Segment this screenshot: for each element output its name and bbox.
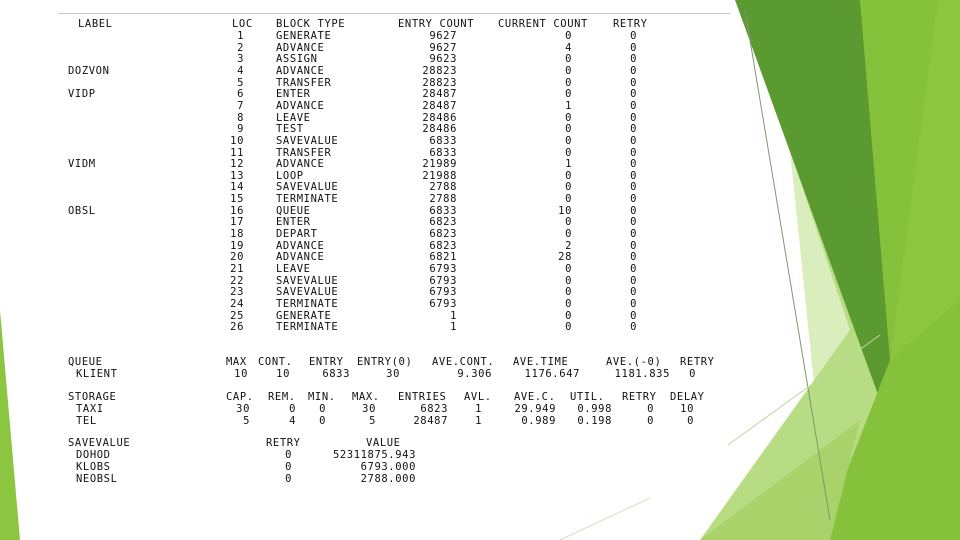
block-current-count: 0 — [565, 88, 572, 100]
block-type: ASSIGN — [276, 53, 318, 65]
block-entry-count: 6793 — [429, 298, 457, 310]
block-entry-count: 28487 — [422, 100, 457, 112]
queue-header-cell: AVE.(-0) — [606, 356, 662, 368]
block-loc: 20 — [230, 251, 244, 263]
header-block-type: BLOCK TYPE — [276, 18, 346, 30]
block-current-count: 1 — [565, 158, 572, 170]
block-type: SAVEVALUE — [276, 275, 339, 287]
block-entry-count: 6833 — [429, 205, 457, 217]
queue-header-cell: ENTRY(0) — [357, 356, 413, 368]
queue-header-cell: CONT. — [258, 356, 293, 368]
block-current-count: 0 — [565, 275, 572, 287]
queue-value-cell: 10 — [276, 368, 290, 380]
block-type: DEPART — [276, 228, 318, 240]
savevalue-name: NEOBSL — [76, 473, 118, 485]
block-current-count: 0 — [565, 193, 572, 205]
block-retry: 0 — [630, 77, 637, 89]
savevalue-retry: 0 — [285, 473, 292, 485]
storage-name: TAXI — [76, 403, 104, 415]
block-loc: 22 — [230, 275, 244, 287]
block-loc: 3 — [237, 53, 244, 65]
storage-value-cell: 0 — [647, 415, 654, 427]
block-loc: 15 — [230, 193, 244, 205]
block-retry: 0 — [630, 112, 637, 124]
queue-header-cell: AVE.TIME — [513, 356, 569, 368]
block-retry: 0 — [630, 251, 637, 263]
block-type: TEST — [276, 123, 304, 135]
top-rule — [58, 13, 730, 14]
queue-value-cell: 30 — [386, 368, 400, 380]
block-type: ADVANCE — [276, 42, 325, 54]
block-current-count: 1 — [565, 100, 572, 112]
block-loc: 14 — [230, 181, 244, 193]
storage-value-cell: 1 — [475, 403, 482, 415]
block-entry-count: 28823 — [422, 65, 457, 77]
block-current-count: 10 — [558, 205, 572, 217]
block-retry: 0 — [630, 263, 637, 275]
block-entry-count: 6793 — [429, 286, 457, 298]
block-retry: 0 — [630, 42, 637, 54]
storage-header-cell: ENTRIES — [398, 391, 447, 403]
block-label: DOZVON — [68, 65, 110, 77]
block-retry: 0 — [630, 205, 637, 217]
storage-header-cell: STORAGE — [68, 391, 117, 403]
block-current-count: 0 — [565, 263, 572, 275]
queue-header-cell: QUEUE — [68, 356, 103, 368]
block-loc: 21 — [230, 263, 244, 275]
block-loc: 23 — [230, 286, 244, 298]
block-retry: 0 — [630, 88, 637, 100]
block-type: TERMINATE — [276, 298, 339, 310]
block-loc: 25 — [230, 310, 244, 322]
block-loc: 10 — [230, 135, 244, 147]
block-type: QUEUE — [276, 205, 311, 217]
block-type: ENTER — [276, 216, 311, 228]
block-type: GENERATE — [276, 30, 332, 42]
block-loc: 13 — [230, 170, 244, 182]
block-type: ENTER — [276, 88, 311, 100]
block-loc: 5 — [237, 77, 244, 89]
block-entry-count: 6821 — [429, 251, 457, 263]
savevalue-value: 2788.000 — [360, 473, 416, 485]
header-entry-count: ENTRY COUNT — [398, 18, 475, 30]
block-current-count: 0 — [565, 181, 572, 193]
block-entry-count: 21989 — [422, 158, 457, 170]
queue-header-cell: ENTRY — [309, 356, 344, 368]
block-current-count: 0 — [565, 30, 572, 42]
block-retry: 0 — [630, 181, 637, 193]
block-retry: 0 — [630, 135, 637, 147]
block-loc: 1 — [237, 30, 244, 42]
storage-value-cell: 0 — [687, 415, 694, 427]
queue-header-cell: MAX — [226, 356, 247, 368]
block-label: VIDM — [68, 158, 96, 170]
block-label: VIDP — [68, 88, 96, 100]
storage-header-cell: RETRY — [622, 391, 657, 403]
block-entry-count: 2788 — [429, 181, 457, 193]
block-entry-count: 6823 — [429, 228, 457, 240]
block-entry-count: 6793 — [429, 263, 457, 275]
block-loc: 9 — [237, 123, 244, 135]
storage-value-cell: 6823 — [420, 403, 448, 415]
block-current-count: 0 — [565, 298, 572, 310]
storage-value-cell: 0.998 — [577, 403, 612, 415]
storage-value-cell: 1 — [475, 415, 482, 427]
block-current-count: 0 — [565, 216, 572, 228]
savevalue-retry: 0 — [285, 449, 292, 461]
storage-value-cell: 28487 — [413, 415, 448, 427]
block-current-count: 0 — [565, 112, 572, 124]
block-retry: 0 — [630, 65, 637, 77]
block-retry: 0 — [630, 321, 637, 333]
block-type: TRANSFER — [276, 147, 332, 159]
block-entry-count: 28486 — [422, 123, 457, 135]
savevalue-name: KLOBS — [76, 461, 111, 473]
block-entry-count: 28486 — [422, 112, 457, 124]
block-entry-count: 6793 — [429, 275, 457, 287]
block-retry: 0 — [630, 275, 637, 287]
storage-header-cell: AVE.C. — [514, 391, 556, 403]
storage-name: TEL — [76, 415, 97, 427]
storage-value-cell: 5 — [243, 415, 250, 427]
storage-header-cell: CAP. — [226, 391, 254, 403]
block-type: TERMINATE — [276, 193, 339, 205]
storage-header-cell: REM. — [268, 391, 296, 403]
block-entry-count: 1 — [450, 321, 457, 333]
block-entry-count: 6833 — [429, 147, 457, 159]
queue-value-cell: 9.306 — [457, 368, 492, 380]
block-current-count: 0 — [565, 310, 572, 322]
block-retry: 0 — [630, 30, 637, 42]
savevalue-name: DOHOD — [76, 449, 111, 461]
block-retry: 0 — [630, 123, 637, 135]
header-loc: LOC — [232, 18, 253, 30]
block-type: SAVEVALUE — [276, 135, 339, 147]
block-retry: 0 — [630, 193, 637, 205]
block-retry: 0 — [630, 240, 637, 252]
block-retry: 0 — [630, 216, 637, 228]
storage-header-cell: MIN. — [308, 391, 336, 403]
queue-value-cell: 10 — [234, 368, 248, 380]
block-entry-count: 9627 — [429, 30, 457, 42]
block-loc: 8 — [237, 112, 244, 124]
block-loc: 12 — [230, 158, 244, 170]
block-loc: 2 — [237, 42, 244, 54]
savevalue-value: 52311875.943 — [332, 449, 416, 461]
block-label: OBSL — [68, 205, 96, 217]
block-retry: 0 — [630, 100, 637, 112]
block-entry-count: 9627 — [429, 42, 457, 54]
block-retry: 0 — [630, 310, 637, 322]
block-retry: 0 — [630, 53, 637, 65]
header-label: LABEL — [78, 18, 113, 30]
storage-value-cell: 0 — [289, 403, 296, 415]
block-current-count: 0 — [565, 147, 572, 159]
savevalue-retry: 0 — [285, 461, 292, 473]
block-retry: 0 — [630, 158, 637, 170]
block-retry: 0 — [630, 170, 637, 182]
savevalue-header-cell: RETRY — [266, 437, 301, 449]
block-loc: 17 — [230, 216, 244, 228]
storage-value-cell: 30 — [362, 403, 376, 415]
block-type: LOOP — [276, 170, 304, 182]
block-current-count: 0 — [565, 77, 572, 89]
block-entry-count: 21988 — [422, 170, 457, 182]
savevalue-header-cell: VALUE — [366, 437, 401, 449]
block-current-count: 4 — [565, 42, 572, 54]
queue-name: KLIENT — [76, 368, 118, 380]
storage-value-cell: 0 — [319, 403, 326, 415]
block-loc: 19 — [230, 240, 244, 252]
block-retry: 0 — [630, 147, 637, 159]
block-type: ADVANCE — [276, 65, 325, 77]
block-entry-count: 6823 — [429, 216, 457, 228]
block-loc: 18 — [230, 228, 244, 240]
block-type: LEAVE — [276, 263, 311, 275]
block-type: LEAVE — [276, 112, 311, 124]
storage-value-cell: 30 — [236, 403, 250, 415]
block-type: GENERATE — [276, 310, 332, 322]
storage-value-cell: 0 — [319, 415, 326, 427]
block-loc: 26 — [230, 321, 244, 333]
storage-header-cell: MAX. — [352, 391, 380, 403]
block-type: ADVANCE — [276, 251, 325, 263]
block-current-count: 0 — [565, 123, 572, 135]
storage-value-cell: 0 — [647, 403, 654, 415]
savevalue-header-cell: SAVEVALUE — [68, 437, 131, 449]
block-entry-count: 9623 — [429, 53, 457, 65]
queue-value-cell: 0 — [689, 368, 696, 380]
block-type: ADVANCE — [276, 100, 325, 112]
block-current-count: 0 — [565, 228, 572, 240]
block-current-count: 0 — [565, 321, 572, 333]
block-type: ADVANCE — [276, 240, 325, 252]
block-loc: 6 — [237, 88, 244, 100]
block-entry-count: 1 — [450, 310, 457, 322]
block-loc: 16 — [230, 205, 244, 217]
block-retry: 0 — [630, 298, 637, 310]
storage-value-cell: 10 — [680, 403, 694, 415]
block-type: TRANSFER — [276, 77, 332, 89]
storage-header-cell: DELAY — [670, 391, 705, 403]
storage-value-cell: 4 — [289, 415, 296, 427]
block-loc: 24 — [230, 298, 244, 310]
block-current-count: 0 — [565, 65, 572, 77]
queue-header-cell: RETRY — [680, 356, 715, 368]
storage-value-cell: 0.198 — [577, 415, 612, 427]
header-retry: RETRY — [613, 18, 648, 30]
block-current-count: 2 — [565, 240, 572, 252]
block-type: SAVEVALUE — [276, 286, 339, 298]
storage-header-cell: UTIL. — [570, 391, 605, 403]
queue-header-cell: AVE.CONT. — [432, 356, 495, 368]
block-type: ADVANCE — [276, 158, 325, 170]
block-entry-count: 6823 — [429, 240, 457, 252]
block-current-count: 0 — [565, 286, 572, 298]
block-loc: 7 — [237, 100, 244, 112]
block-loc: 11 — [230, 147, 244, 159]
block-current-count: 28 — [558, 251, 572, 263]
block-entry-count: 6833 — [429, 135, 457, 147]
queue-value-cell: 6833 — [322, 368, 350, 380]
queue-value-cell: 1181.835 — [614, 368, 670, 380]
queue-value-cell: 1176.647 — [524, 368, 580, 380]
block-retry: 0 — [630, 228, 637, 240]
storage-value-cell: 0.989 — [521, 415, 556, 427]
block-retry: 0 — [630, 286, 637, 298]
block-current-count: 0 — [565, 135, 572, 147]
block-entry-count: 28487 — [422, 88, 457, 100]
block-entry-count: 28823 — [422, 77, 457, 89]
block-current-count: 0 — [565, 53, 572, 65]
block-type: TERMINATE — [276, 321, 339, 333]
block-type: SAVEVALUE — [276, 181, 339, 193]
savevalue-value: 6793.000 — [360, 461, 416, 473]
storage-header-cell: AVL. — [464, 391, 492, 403]
block-current-count: 0 — [565, 170, 572, 182]
storage-value-cell: 29.949 — [514, 403, 556, 415]
storage-value-cell: 5 — [369, 415, 376, 427]
block-entry-count: 2788 — [429, 193, 457, 205]
header-current-count: CURRENT COUNT — [498, 18, 588, 30]
block-loc: 4 — [237, 65, 244, 77]
